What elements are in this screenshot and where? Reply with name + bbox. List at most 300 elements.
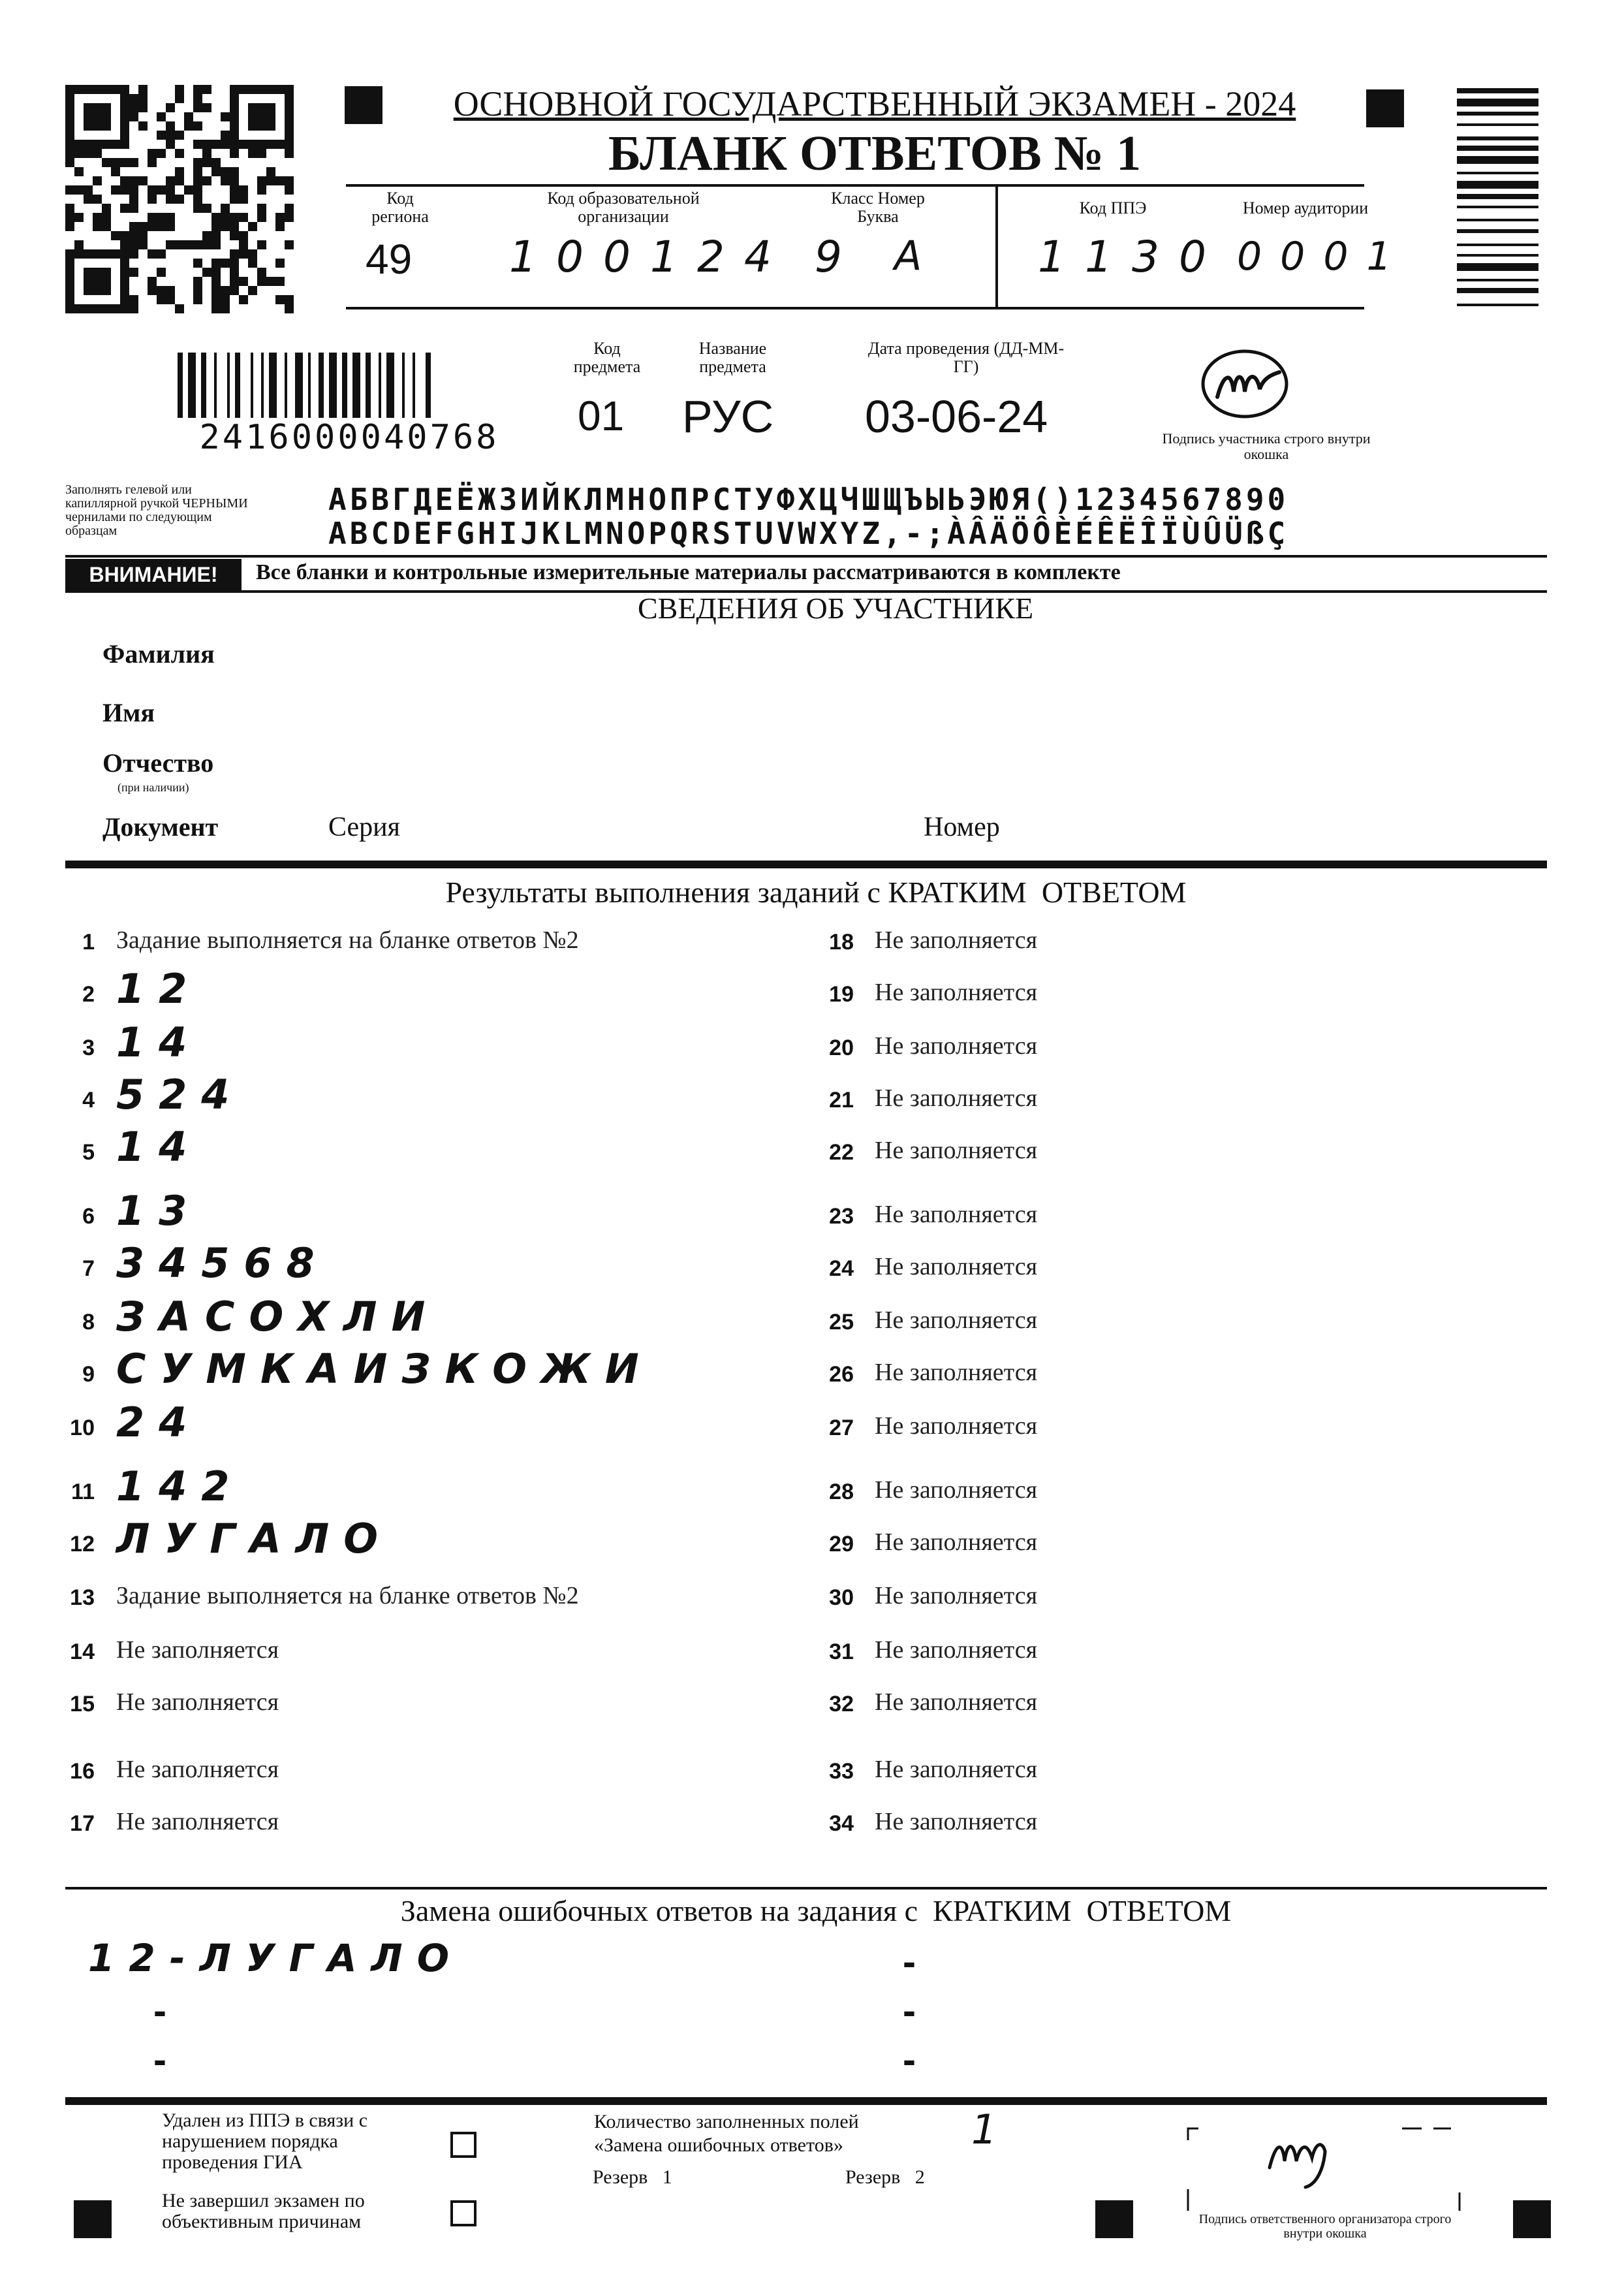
qr-module (129, 94, 138, 103)
handwritten-answer: 12 (116, 965, 202, 1013)
qr-module (285, 304, 294, 313)
organizer-label: Подпись ответственного организатора строго внутри окошка (1198, 2212, 1452, 2241)
qr-module (248, 112, 257, 121)
answer-text: Не заполняется (875, 1808, 1038, 1835)
qr-module (120, 140, 129, 149)
task-number: 23 (829, 1204, 854, 1229)
side-barcode-bar (1457, 254, 1538, 257)
side-barcode-bar (1457, 229, 1538, 233)
qr-module (93, 140, 102, 149)
surname-label: Фамилия (102, 639, 215, 669)
qr-module (65, 268, 74, 277)
qr-module (285, 204, 294, 213)
qr-module (184, 185, 193, 195)
qr-module (193, 85, 202, 94)
qr-module (157, 268, 166, 277)
qr-module (230, 94, 239, 103)
removed-label: Удален из ППЭ в связи с нарушением порядка проведения ГИА (162, 2110, 368, 2173)
task-number: 19 (829, 982, 854, 1007)
qr-module (211, 231, 221, 240)
qr-module (275, 213, 285, 222)
qr-module (257, 213, 266, 222)
qr-module (248, 85, 257, 94)
qr-module (248, 149, 257, 158)
qr-module (120, 231, 129, 240)
qr-module (148, 249, 157, 259)
qr-module (257, 85, 266, 94)
replacement-dash-r2: - (903, 1989, 916, 2032)
count-value: 1 (971, 2106, 1009, 2153)
qr-module (211, 167, 221, 176)
side-barcode-bar (1457, 288, 1538, 293)
qr-module (275, 176, 285, 185)
qr-module (257, 176, 266, 185)
qr-module (84, 149, 93, 158)
qr-module (111, 304, 120, 313)
qr-module (93, 112, 102, 121)
qr-module (285, 176, 294, 185)
qr-module (65, 158, 74, 167)
qr-module (74, 240, 84, 249)
qr-module (148, 149, 157, 158)
answer-text: Не заполняется (875, 1137, 1038, 1164)
task-number: 30 (829, 1585, 854, 1610)
qr-module (166, 240, 175, 249)
answer-text: Не заполняется (875, 1084, 1038, 1112)
alignment-marker-bottom-left (74, 2200, 112, 2238)
task-number: 16 (70, 1759, 95, 1784)
handwritten-answer: 14 (116, 1123, 202, 1171)
qr-module (248, 222, 257, 231)
qr-module (148, 195, 157, 204)
qr-module (202, 103, 211, 112)
alignment-marker-bottom-mid (1095, 2200, 1133, 2238)
qr-module (138, 231, 148, 240)
qr-module (221, 286, 230, 295)
side-barcode-bar (1457, 194, 1538, 199)
qr-module (211, 304, 221, 313)
qr-module (175, 149, 184, 158)
replacement-title: Замена ошибочных ответов на задания с КРАТКИМ ОТВЕТОМ (400, 1894, 1232, 1927)
task-number: 29 (829, 1532, 854, 1557)
replacement-dash-l2: - (153, 1989, 166, 2032)
qr-module (184, 121, 193, 131)
qr-module (211, 158, 221, 167)
qr-module (84, 286, 93, 295)
side-barcode-bar (1457, 99, 1538, 106)
handwritten-answer: 14 (116, 1019, 202, 1066)
qr-module (230, 286, 239, 295)
qr-module (65, 131, 74, 140)
qr-module (230, 213, 239, 222)
footer-top-rule (65, 2097, 1547, 2105)
qr-module (102, 112, 111, 121)
qr-module (120, 185, 129, 195)
side-barcode-bar (1457, 172, 1538, 174)
side-barcode (1457, 88, 1538, 467)
qr-module (111, 85, 120, 94)
room-value: 0001 (1237, 234, 1410, 279)
task-number: 13 (70, 1585, 95, 1610)
qr-module (239, 231, 248, 240)
task-number: 11 (71, 1479, 95, 1504)
qr-module (138, 85, 148, 94)
qr-code (65, 85, 300, 320)
qr-module (93, 103, 102, 112)
replacement-dash-r1: - (903, 1940, 916, 1984)
subject-code-label: Код предмета (573, 339, 641, 376)
qr-module (84, 103, 93, 112)
qr-module (175, 240, 184, 249)
qr-module (285, 94, 294, 103)
qr-module (138, 240, 148, 249)
qr-module (166, 195, 175, 204)
qr-module (202, 149, 211, 158)
task-number: 1 (82, 930, 95, 955)
patronymic-label: Отчество (102, 748, 214, 778)
handwritten-answer: 24 (116, 1399, 202, 1446)
qr-module (120, 304, 129, 313)
qr-module (120, 176, 129, 185)
qr-module (120, 121, 129, 131)
qr-module (175, 85, 184, 94)
qr-module (129, 249, 138, 259)
task-number: 9 (82, 1362, 95, 1387)
task-number: 3 (82, 1036, 95, 1060)
qr-module (193, 176, 202, 185)
qr-module (285, 131, 294, 140)
qr-module (148, 185, 157, 195)
qr-module (157, 149, 166, 158)
signature-label: Подпись участника строго внутри окошка (1162, 430, 1371, 462)
task-number: 25 (829, 1310, 854, 1335)
qr-module (257, 140, 266, 149)
qr-module (184, 112, 193, 121)
qr-module (193, 277, 202, 286)
qr-module (221, 295, 230, 304)
date-value: 03-06-24 (865, 391, 1048, 442)
ppe-value: 1130 (1038, 232, 1226, 282)
barcode-number: 2416000040768 (163, 418, 535, 457)
qr-module (138, 176, 148, 185)
qr-module (84, 112, 93, 121)
qr-module (275, 140, 285, 149)
qr-module (65, 140, 74, 149)
qr-module (239, 249, 248, 259)
qr-module (221, 167, 230, 176)
answer-text: Не заполняется (875, 1253, 1038, 1280)
qr-module (221, 112, 230, 121)
task-number: 15 (70, 1692, 95, 1716)
qr-module (239, 295, 248, 304)
qr-module (129, 222, 138, 231)
qr-module (202, 240, 211, 249)
qr-module (120, 295, 129, 304)
qr-module (211, 295, 221, 304)
organizer-signature (1260, 2122, 1345, 2194)
qr-module (248, 140, 257, 149)
org-label: Код образовательной организации (547, 189, 700, 226)
qr-module (175, 94, 184, 103)
qr-module (102, 277, 111, 286)
qr-module (84, 277, 93, 286)
qr-module (166, 131, 175, 140)
qr-module (166, 121, 175, 131)
qr-module (266, 103, 275, 112)
qr-module (120, 158, 129, 167)
qr-module (175, 176, 184, 185)
qr-module (65, 295, 74, 304)
qr-module (129, 240, 138, 249)
qr-module (166, 286, 175, 295)
qr-module (175, 304, 184, 313)
answer-text: Не заполняется (875, 1032, 1038, 1060)
task-number: 26 (829, 1362, 854, 1387)
qr-module (111, 185, 120, 195)
qr-module (84, 121, 93, 131)
qr-module (148, 222, 157, 231)
sample-instruction: Заполнять гелевой или капиллярной ручкой ЧЕРНЫМИ чернилами по следующим образцам (65, 482, 248, 538)
class-label: Класс Номер Буква (831, 189, 925, 226)
task-number: 22 (829, 1140, 854, 1165)
alignment-marker-bottom-right (1513, 2200, 1551, 2238)
qr-module (285, 103, 294, 112)
qr-module (166, 295, 175, 304)
qr-module (202, 140, 211, 149)
side-barcode-bar (1457, 279, 1538, 281)
qr-module (285, 149, 294, 158)
qr-module (230, 140, 239, 149)
side-barcode-bar (1457, 244, 1538, 246)
qr-module (248, 249, 257, 259)
qr-module (193, 158, 202, 167)
handwritten-answer: СУМКАИЗКОЖИ (116, 1345, 653, 1393)
side-barcode-bar (1457, 123, 1538, 126)
handwritten-answer: ЗАСОХЛИ (116, 1293, 440, 1340)
qr-module (266, 167, 275, 176)
qr-module (74, 304, 84, 313)
qr-module (138, 121, 148, 131)
qr-module (257, 121, 266, 131)
qr-module (120, 286, 129, 295)
qr-module (193, 295, 202, 304)
side-barcode-bar (1457, 156, 1538, 164)
codes-bottom-rule (346, 307, 1364, 309)
qr-module (120, 131, 129, 140)
qr-module (74, 85, 84, 94)
qr-module (93, 213, 102, 222)
qr-module (65, 204, 74, 213)
answer-text: Не заполняется (875, 1412, 1038, 1440)
qr-module (148, 277, 157, 286)
qr-module (266, 277, 275, 286)
answer-text: Не заполняется (116, 1688, 279, 1716)
qr-module (239, 140, 248, 149)
qr-module (93, 176, 102, 185)
qr-module (102, 103, 111, 112)
count-label: Количество заполненных полей «Замена ошибочных ответов» (594, 2111, 859, 2156)
qr-module (65, 259, 74, 268)
qr-module (120, 277, 129, 286)
results-top-rule (65, 861, 1547, 868)
qr-module (211, 213, 221, 222)
qr-module (275, 259, 285, 268)
qr-module (193, 204, 202, 213)
qr-module (157, 249, 166, 259)
qr-module (257, 103, 266, 112)
qr-module (211, 140, 221, 149)
results-title: Результаты выполнения заданий с КРАТКИМ ОТВЕТОМ (445, 876, 1187, 909)
qr-module (129, 204, 138, 213)
qr-module (166, 176, 175, 185)
qr-module (221, 259, 230, 268)
qr-module (221, 304, 230, 313)
codes-divider (995, 185, 998, 307)
qr-module (74, 213, 84, 222)
task-number: 21 (829, 1088, 854, 1113)
qr-module (93, 195, 102, 204)
qr-module (221, 140, 230, 149)
qr-module (157, 112, 166, 121)
qr-module (248, 121, 257, 131)
qr-module (129, 112, 138, 121)
name-label: Имя (102, 698, 155, 727)
class-letter: А (894, 232, 934, 279)
qr-module (211, 240, 221, 249)
side-barcode-bar (1457, 136, 1538, 140)
qr-module (93, 149, 102, 158)
results-bottom-rule (65, 1887, 1547, 1890)
qr-module (257, 185, 266, 195)
participant-section-title: СВЕДЕНИЯ ОБ УЧАСТНИКЕ (637, 592, 1034, 625)
qr-module (102, 222, 111, 231)
task-number: 27 (829, 1415, 854, 1440)
qr-module (120, 240, 129, 249)
qr-module (65, 185, 74, 195)
qr-module (120, 249, 129, 259)
handwritten-answer: 34568 (116, 1239, 329, 1287)
qr-module (221, 222, 230, 231)
qr-module (138, 222, 148, 231)
qr-module (285, 121, 294, 131)
org-value: 100124 (509, 232, 791, 282)
qr-module (102, 304, 111, 313)
answer-text: Не заполняется (875, 1636, 1038, 1664)
task-number: 8 (82, 1310, 95, 1335)
qr-module (65, 304, 74, 313)
qr-module (93, 286, 102, 295)
qr-module (84, 85, 93, 94)
qr-module (285, 185, 294, 195)
not-finished-checkbox[interactable] (450, 2200, 476, 2226)
qr-module (230, 195, 239, 204)
qr-module (230, 259, 239, 268)
qr-module (166, 103, 175, 112)
qr-module (266, 140, 275, 149)
qr-module (111, 231, 120, 240)
qr-module (193, 286, 202, 295)
qr-module (230, 121, 239, 131)
qr-module (65, 286, 74, 295)
answer-text: Не заполняется (116, 1636, 279, 1664)
qr-module (65, 94, 74, 103)
qr-module (230, 268, 239, 277)
task-number: 5 (82, 1140, 95, 1165)
removed-checkbox[interactable] (450, 2132, 476, 2158)
answer-text: Не заполняется (116, 1808, 279, 1835)
qr-module (74, 167, 84, 176)
side-barcode-bar (1457, 304, 1538, 306)
qr-module (193, 195, 202, 204)
qr-module (84, 249, 93, 259)
reserve-1: Резерв 1 (593, 2166, 672, 2188)
qr-module (74, 149, 84, 158)
sample-row-latin: ABCDEFGHIJKLMNOPQRSTUVWXYZ,-;ÀÂÄÖÔÈÉÊËÎÏÙÛÜßÇ (328, 516, 1289, 551)
qr-module (248, 259, 257, 268)
task-number: 7 (82, 1256, 95, 1281)
replacement-dash-l3: - (153, 2038, 166, 2081)
qr-module (166, 213, 175, 222)
qr-module (129, 295, 138, 304)
task-number: 20 (829, 1036, 854, 1060)
ppe-label: Код ППЭ (1079, 198, 1147, 217)
qr-module (175, 195, 184, 204)
qr-module (65, 85, 74, 94)
qr-module (285, 112, 294, 121)
qr-module (230, 231, 239, 240)
qr-module (65, 149, 74, 158)
side-barcode-bar (1457, 112, 1538, 116)
region-label: Код региона (371, 189, 429, 226)
qr-module (111, 140, 120, 149)
qr-module (266, 121, 275, 131)
handwritten-answer: ЛУГАЛО (116, 1515, 392, 1562)
qr-module (166, 140, 175, 149)
qr-module (285, 240, 294, 249)
qr-module (221, 213, 230, 222)
qr-module (65, 213, 74, 222)
qr-module (93, 304, 102, 313)
qr-module (65, 222, 74, 231)
qr-module (157, 185, 166, 195)
qr-module (93, 222, 102, 231)
codes-top-rule (346, 184, 1364, 187)
qr-module (138, 103, 148, 112)
handwritten-answer: 524 (116, 1071, 244, 1118)
alignment-marker-top-right (1366, 89, 1404, 127)
qr-module (129, 195, 138, 204)
qr-module (129, 231, 138, 240)
qr-module (285, 140, 294, 149)
patronymic-note: (при наличии) (117, 781, 189, 794)
qr-module (248, 103, 257, 112)
qr-module (102, 158, 111, 167)
qr-module (93, 85, 102, 94)
qr-module (239, 195, 248, 204)
subject-code-value: 01 (578, 392, 625, 439)
qr-module (65, 249, 74, 259)
answer-text: Не заполняется (875, 1476, 1038, 1504)
qr-module (102, 213, 111, 222)
qr-module (285, 213, 294, 222)
qr-module (230, 103, 239, 112)
answer-text: Задание выполняется на бланке ответов №2 (116, 1582, 579, 1609)
qr-module (120, 94, 129, 103)
qr-module (65, 277, 74, 286)
task-number: 33 (829, 1759, 854, 1784)
qr-module (148, 286, 157, 295)
not-finished-label: Не завершил экзамен по объективным причинам (162, 2190, 365, 2232)
